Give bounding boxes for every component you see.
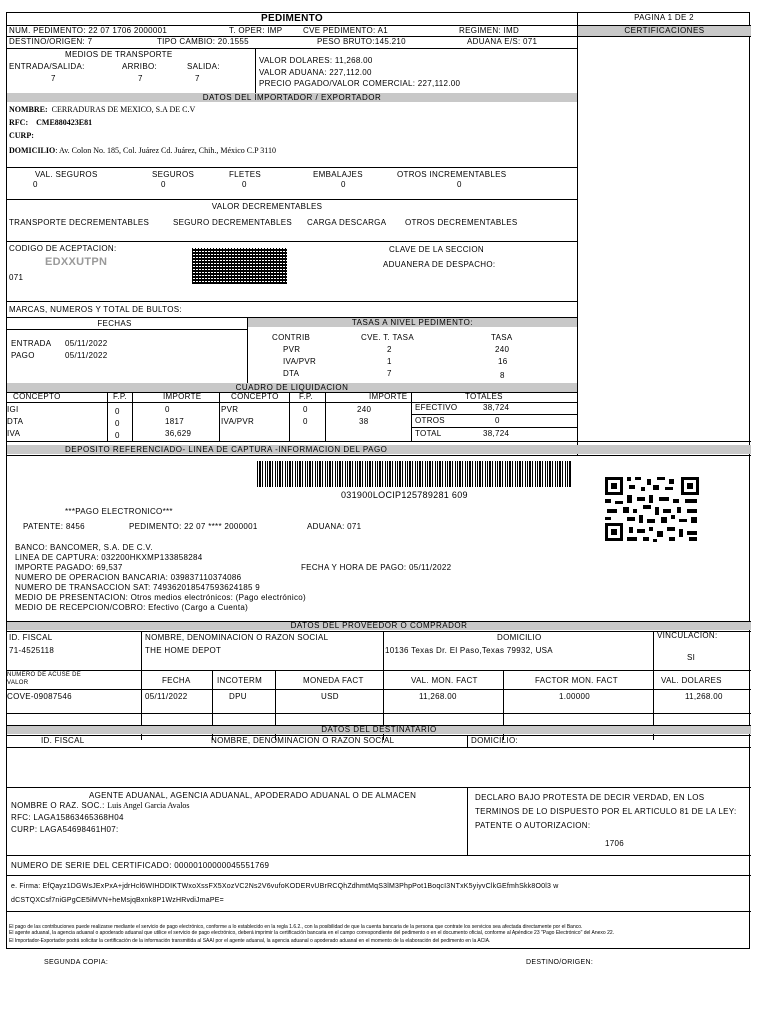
totales-value: 0 (495, 416, 500, 425)
clave-pedimento: CVE PEDIMENTO: A1 (303, 26, 388, 35)
codigo-aceptacion-label: CODIGO DE ACEPTACION: (9, 244, 117, 253)
totales-label: EFECTIVO (415, 403, 458, 412)
deposito-band: DEPOSITO REFERENCIADO- LINEA DE CAPTURA -INFORMACION DEL PAGO (7, 445, 751, 454)
incr-header-embalajes: EMBALAJES (313, 170, 363, 179)
proveedor-domicilio-label: DOMICILIO (497, 633, 542, 642)
totales-value: 38,724 (483, 429, 510, 438)
destino-origen-footer: DESTINO/ORIGEN: (526, 959, 594, 966)
deposito-banco: BANCO: BANCOMER, S.A. DE C.V. (15, 543, 153, 552)
deposito-pedimento: PEDIMENTO: 22 07 **** 2000001 (129, 522, 258, 531)
liq-concepto: IVA (7, 429, 21, 438)
tasa-row-tasa: 16 (498, 357, 508, 366)
tasa-row-cve: 7 (387, 369, 392, 378)
transporte-title: MEDIOS DE TRANSPORTE (65, 50, 173, 59)
liq-importe: 1817 (165, 417, 184, 426)
declaro-text-2: TERMINOS DE LO DISPUESTO POR EL ARTICULO 81 DE LA LEY: (475, 807, 737, 816)
importador-domicilio: DOMICILIO: Av. Colon No. 185, Col. Juárez Cd. Juárez, Chih., México C.P 3110 (9, 146, 276, 155)
liq-header-totales: TOTALES (465, 392, 503, 401)
fecha-value: 05/11/2022 (145, 692, 188, 701)
moneda-label: MONEDA FACT (303, 676, 364, 685)
val-mon-label: VAL. MON. FACT (411, 676, 478, 685)
tasa-row-contrib: IVA/PVR (283, 357, 317, 366)
decr-transporte: TRANSPORTE DECREMENTABLES (9, 218, 150, 227)
aceptacion-2d-barcode (192, 248, 287, 284)
fine-print-2: El agente aduanal, la agencia aduanal o apoderado aduanal que utilice el servicio de pago electrónico, deberá imprimir la certificación bancaria en el campo correspondiente del pedimento o en el documento oficial, conforme al Apéndice 23 "Pago Electrónico" del Anexo 22. (9, 930, 615, 936)
aduana-es: ADUANA E/S: 071 (467, 37, 538, 46)
marcas-label: MARCAS, NUMEROS Y TOTAL DE BULTOS: (9, 305, 182, 314)
document-title: PEDIMENTO (261, 13, 323, 24)
incr-embalajes: 0 (341, 180, 346, 189)
val-dolares-label: VAL. DOLARES (661, 676, 722, 685)
liq-fp-right: 0 (303, 417, 308, 426)
liq-importe-right: 240 (357, 405, 372, 414)
vinculacion-value: SI (687, 653, 696, 662)
incr-seguros: 0 (161, 180, 166, 189)
codigo-aceptacion: EDXXUTPN (45, 256, 108, 268)
liquidacion-band: CUADRO DE LIQUIDACION (7, 383, 577, 392)
destinatario-band: DATOS DEL DESTINATARIO (7, 725, 751, 734)
regimen: REGIMEN: IMD (459, 26, 520, 35)
tasa-row-cve: 1 (387, 357, 392, 366)
importador-nombre: NOMBRE: CERRADURAS DE MEXICO, S.A DE C.V (9, 105, 196, 114)
agente-nombre: NOMBRE O RAZ. SOC.: Luis Angel Garcia Avalos (11, 801, 190, 810)
deposito-linea-captura: LINEA DE CAPTURA: 032200HKXMP133858284 (15, 553, 203, 562)
vinculacion-label: VINCULACION: (657, 631, 718, 640)
fecha-label: FECHA (162, 676, 191, 685)
incr-otros: 0 (457, 180, 462, 189)
salida-value: 7 (195, 74, 200, 83)
tasa-row-tasa: 8 (500, 371, 505, 380)
salida-label: SALIDA: (187, 62, 220, 71)
tipo-operacion: T. OPER: IMP (229, 26, 283, 35)
arribo-value: 7 (138, 74, 143, 83)
val-mon-value: 11,268.00 (419, 692, 457, 701)
firma-line-1: e. Firma: EfQayz1DGWsJExPxA+jdrHcl6WIHDDIKTWxoXssFX5XozVC2Ns2V6vufoKODERvUBrRCQhZdhmtMqS3lM3PhpPot1BoqcI3NTxK5yiyvClkGEfmhSkk8O0l3 w (11, 883, 559, 890)
tasas-header-cve: CVE. T. TASA (361, 333, 414, 342)
proveedor-id-fiscal: 71-4525118 (9, 646, 55, 655)
totales-label: OTROS (415, 416, 445, 425)
incr-header-val-seguros: VAL. SEGUROS (35, 170, 98, 179)
certificaciones-header: CERTIFICACIONES (578, 26, 751, 36)
tasas-band: TASAS A NIVEL PEDIMENTO: (248, 318, 577, 327)
liq-concepto-right: PVR (221, 405, 239, 414)
incr-val-seguros: 0 (33, 180, 38, 189)
liq-fp: 0 (115, 431, 120, 440)
tasa-row-contrib: PVR (283, 345, 301, 354)
incoterm-value: DPU (229, 692, 247, 701)
incr-header-seguros: SEGUROS (152, 170, 195, 179)
patente-autorizacion-label: PATENTE O AUTORIZACION: (475, 821, 591, 830)
tasa-row-tasa: 240 (495, 345, 510, 354)
firma-line-2: dCSTQXCsf7niGPgCE5iMVN+heMsjqBxnk8P1WzHRvdiJmaPE= (11, 897, 224, 904)
tasas-header-contrib: CONTRIB (272, 333, 311, 342)
fecha-hora-pago: FECHA Y HORA DE PAGO: 05/11/2022 (301, 563, 452, 572)
deposito-presentacion: MEDIO DE PRESENTACION: Otros medios electrónicos: (Pago electrónico) (15, 593, 307, 602)
num-pedimento: NUM. PEDIMENTO: 22 07 1706 2000001 (9, 26, 168, 35)
liq-header-fp-2: F.P. (299, 392, 313, 401)
aduanera-despacho-label: ADUANERA DE DESPACHO: (383, 260, 496, 269)
agente-curp: CURP: LAGA54698461H07: (11, 825, 119, 834)
liq-concepto-right: IVA/PVR (221, 417, 255, 426)
decr-otros: OTROS DECREMENTABLES (405, 218, 518, 227)
clave-seccion-label: CLAVE DE LA SECCION (389, 245, 484, 254)
pago-electronico: ***PAGO ELECTRONICO*** (65, 507, 173, 516)
proveedor-nombre-label: NOMBRE, DENOMINACION O RAZON SOCIAL (145, 633, 329, 642)
destinatario-id-fiscal: ID. FISCAL (41, 736, 85, 745)
liq-concepto: DTA (7, 417, 24, 426)
deposito-patente: PATENTE: 8456 (23, 522, 85, 531)
tasas-header-tasa: TASA (491, 333, 513, 342)
decr-carga: CARGA DESCARGA (307, 218, 387, 227)
liq-header-concepto: CONCEPTO (13, 392, 61, 401)
precio-pagado: PRECIO PAGADO/VALOR COMERCIAL: 227,112.00 (259, 79, 461, 88)
deposito-transaccion: NUMERO DE TRANSACCION SAT: 749362018547593624185 9 (15, 583, 261, 592)
valor-dolares: VALOR DOLARES: 11,268.00 (259, 56, 373, 65)
valor-aduana: VALOR ADUANA: 227,112.00 (259, 68, 372, 77)
liq-header-fp: F.P. (113, 392, 127, 401)
liq-header-importe-2: IMPORTE (369, 392, 408, 401)
importador-curp: CURP: (9, 131, 34, 140)
factor-label: FACTOR MON. FACT (535, 676, 618, 685)
tasa-row-cve: 2 (387, 345, 392, 354)
agente-rfc: RFC: LAGA15863465368H04 (11, 813, 124, 822)
segunda-copia: SEGUNDA COPIA: (44, 959, 109, 966)
liq-header-concepto-2: CONCEPTO (231, 392, 279, 401)
linea-captura-text: 031900LOCIP125789281 609 (341, 490, 468, 500)
fechas-title: FECHAS (97, 319, 132, 328)
liq-fp: 0 (115, 419, 120, 428)
destinatario-nombre: NOMBRE, DENOMINACION O RAZON SOCIAL (211, 736, 395, 745)
proveedor-id-fiscal-label: ID. FISCAL (9, 633, 53, 642)
arribo-label: ARRIBO: (122, 62, 157, 71)
importador-rfc: RFC: CME880423E81 (9, 118, 93, 127)
fecha-pago-label: PAGO (11, 351, 35, 360)
deposito-aduana: ADUANA: 071 (307, 522, 362, 531)
deposito-recepcion: MEDIO DE RECEPCION/COBRO: Efectivo (Cargo a Cuenta) (15, 603, 249, 612)
totales-label: TOTAL (415, 429, 442, 438)
tipo-cambio: TIPO CAMBIO: 20.1555 (157, 37, 249, 46)
page-number: PAGINA 1 DE 2 (634, 13, 694, 22)
proveedor-nombre: THE HOME DEPOT (145, 646, 222, 655)
liq-concepto: IGI (7, 405, 19, 414)
linea-captura-barcode (257, 461, 571, 487)
liq-header-importe: IMPORTE (163, 392, 202, 401)
numero-serie-certificado: NUMERO DE SERIE DEL CERTIFICADO: 00000100000045551769 (11, 861, 270, 870)
totales-value: 38,724 (483, 403, 510, 412)
tasa-row-contrib: DTA (283, 369, 300, 378)
certification-divider (577, 13, 578, 455)
incr-header-otros: OTROS INCREMENTABLES (397, 170, 507, 179)
val-dolares-value: 11,268.00 (685, 692, 723, 701)
liq-fp-right: 0 (303, 405, 308, 414)
fine-print-3: El Importador-Exportador podrá solicitar la certificación de la información transmitida al SAAI por el agente aduanal, la agencia aduanal o apoderado aduanal en el momento de la elaboración del pedimento en la ACIA. (9, 938, 491, 944)
deposito-importe: IMPORTE PAGADO: 69,537 (15, 563, 123, 572)
incr-fletes: 0 (242, 180, 247, 189)
peso-bruto: PESO BRUTO:145.210 (317, 37, 406, 46)
clave-seccion-value: 071 (9, 273, 24, 282)
decr-seguro: SEGURO DECREMENTABLES (173, 218, 293, 227)
pedimento-document (6, 12, 750, 949)
declaro-text: DECLARO BAJO PROTESTA DE DECIR VERDAD, EN LOS (475, 793, 705, 802)
fecha-entrada: 05/11/2022 (65, 339, 108, 348)
fecha-entrada-label: ENTRADA (11, 339, 52, 348)
incoterm-label: INCOTERM (217, 676, 263, 685)
proveedor-domicilio: 10136 Texas Dr. El Paso,Texas 79932, USA (385, 646, 553, 655)
liq-importe: 0 (165, 405, 170, 414)
deposito-operacion: NUMERO DE OPERACION BANCARIA: 039837110374086 (15, 573, 242, 582)
importador-band: DATOS DEL IMPORTADOR / EXPORTADOR (7, 93, 577, 102)
incr-header-fletes: FLETES (229, 170, 262, 179)
acuse-label: NUMERO DE ACUSE DE VALOR (7, 672, 82, 686)
agente-title: AGENTE ADUANAL, AGENCIA ADUANAL, APODERADO ADUANAL O DE ALMACEN (89, 791, 417, 800)
entrada-salida-value: 7 (51, 74, 56, 83)
acuse-value: COVE-09087546 (7, 692, 72, 701)
fine-print-1: El pago de las contribuciones puede realizarse mediante el servicio de pago electrónico, conforme a lo establecido en la regla 1.6.2., con la posibilidad de que la cuenta bancaria de la persona que contrate los servicios sea afectada directamente por el Banco. (9, 924, 583, 930)
factor-value: 1.00000 (559, 692, 591, 701)
decrementables-title: VALOR DECREMENTABLES (211, 202, 323, 211)
destino-origen: DESTINO/ORIGEN: 7 (9, 37, 93, 46)
liq-importe-right: 38 (359, 417, 369, 426)
qr-code-icon (603, 475, 701, 543)
proveedor-band: DATOS DEL PROVEEDOR O COMPRADOR (7, 621, 751, 630)
liq-fp: 0 (115, 407, 120, 416)
moneda-value: USD (321, 692, 339, 701)
destinatario-domicilio: DOMICILIO: (471, 736, 519, 745)
entrada-salida-label: ENTRADA/SALIDA: (9, 62, 85, 71)
liq-importe: 36,629 (165, 429, 192, 438)
fecha-pago: 05/11/2022 (65, 351, 108, 360)
patente-autorizacion: 1706 (605, 839, 624, 848)
